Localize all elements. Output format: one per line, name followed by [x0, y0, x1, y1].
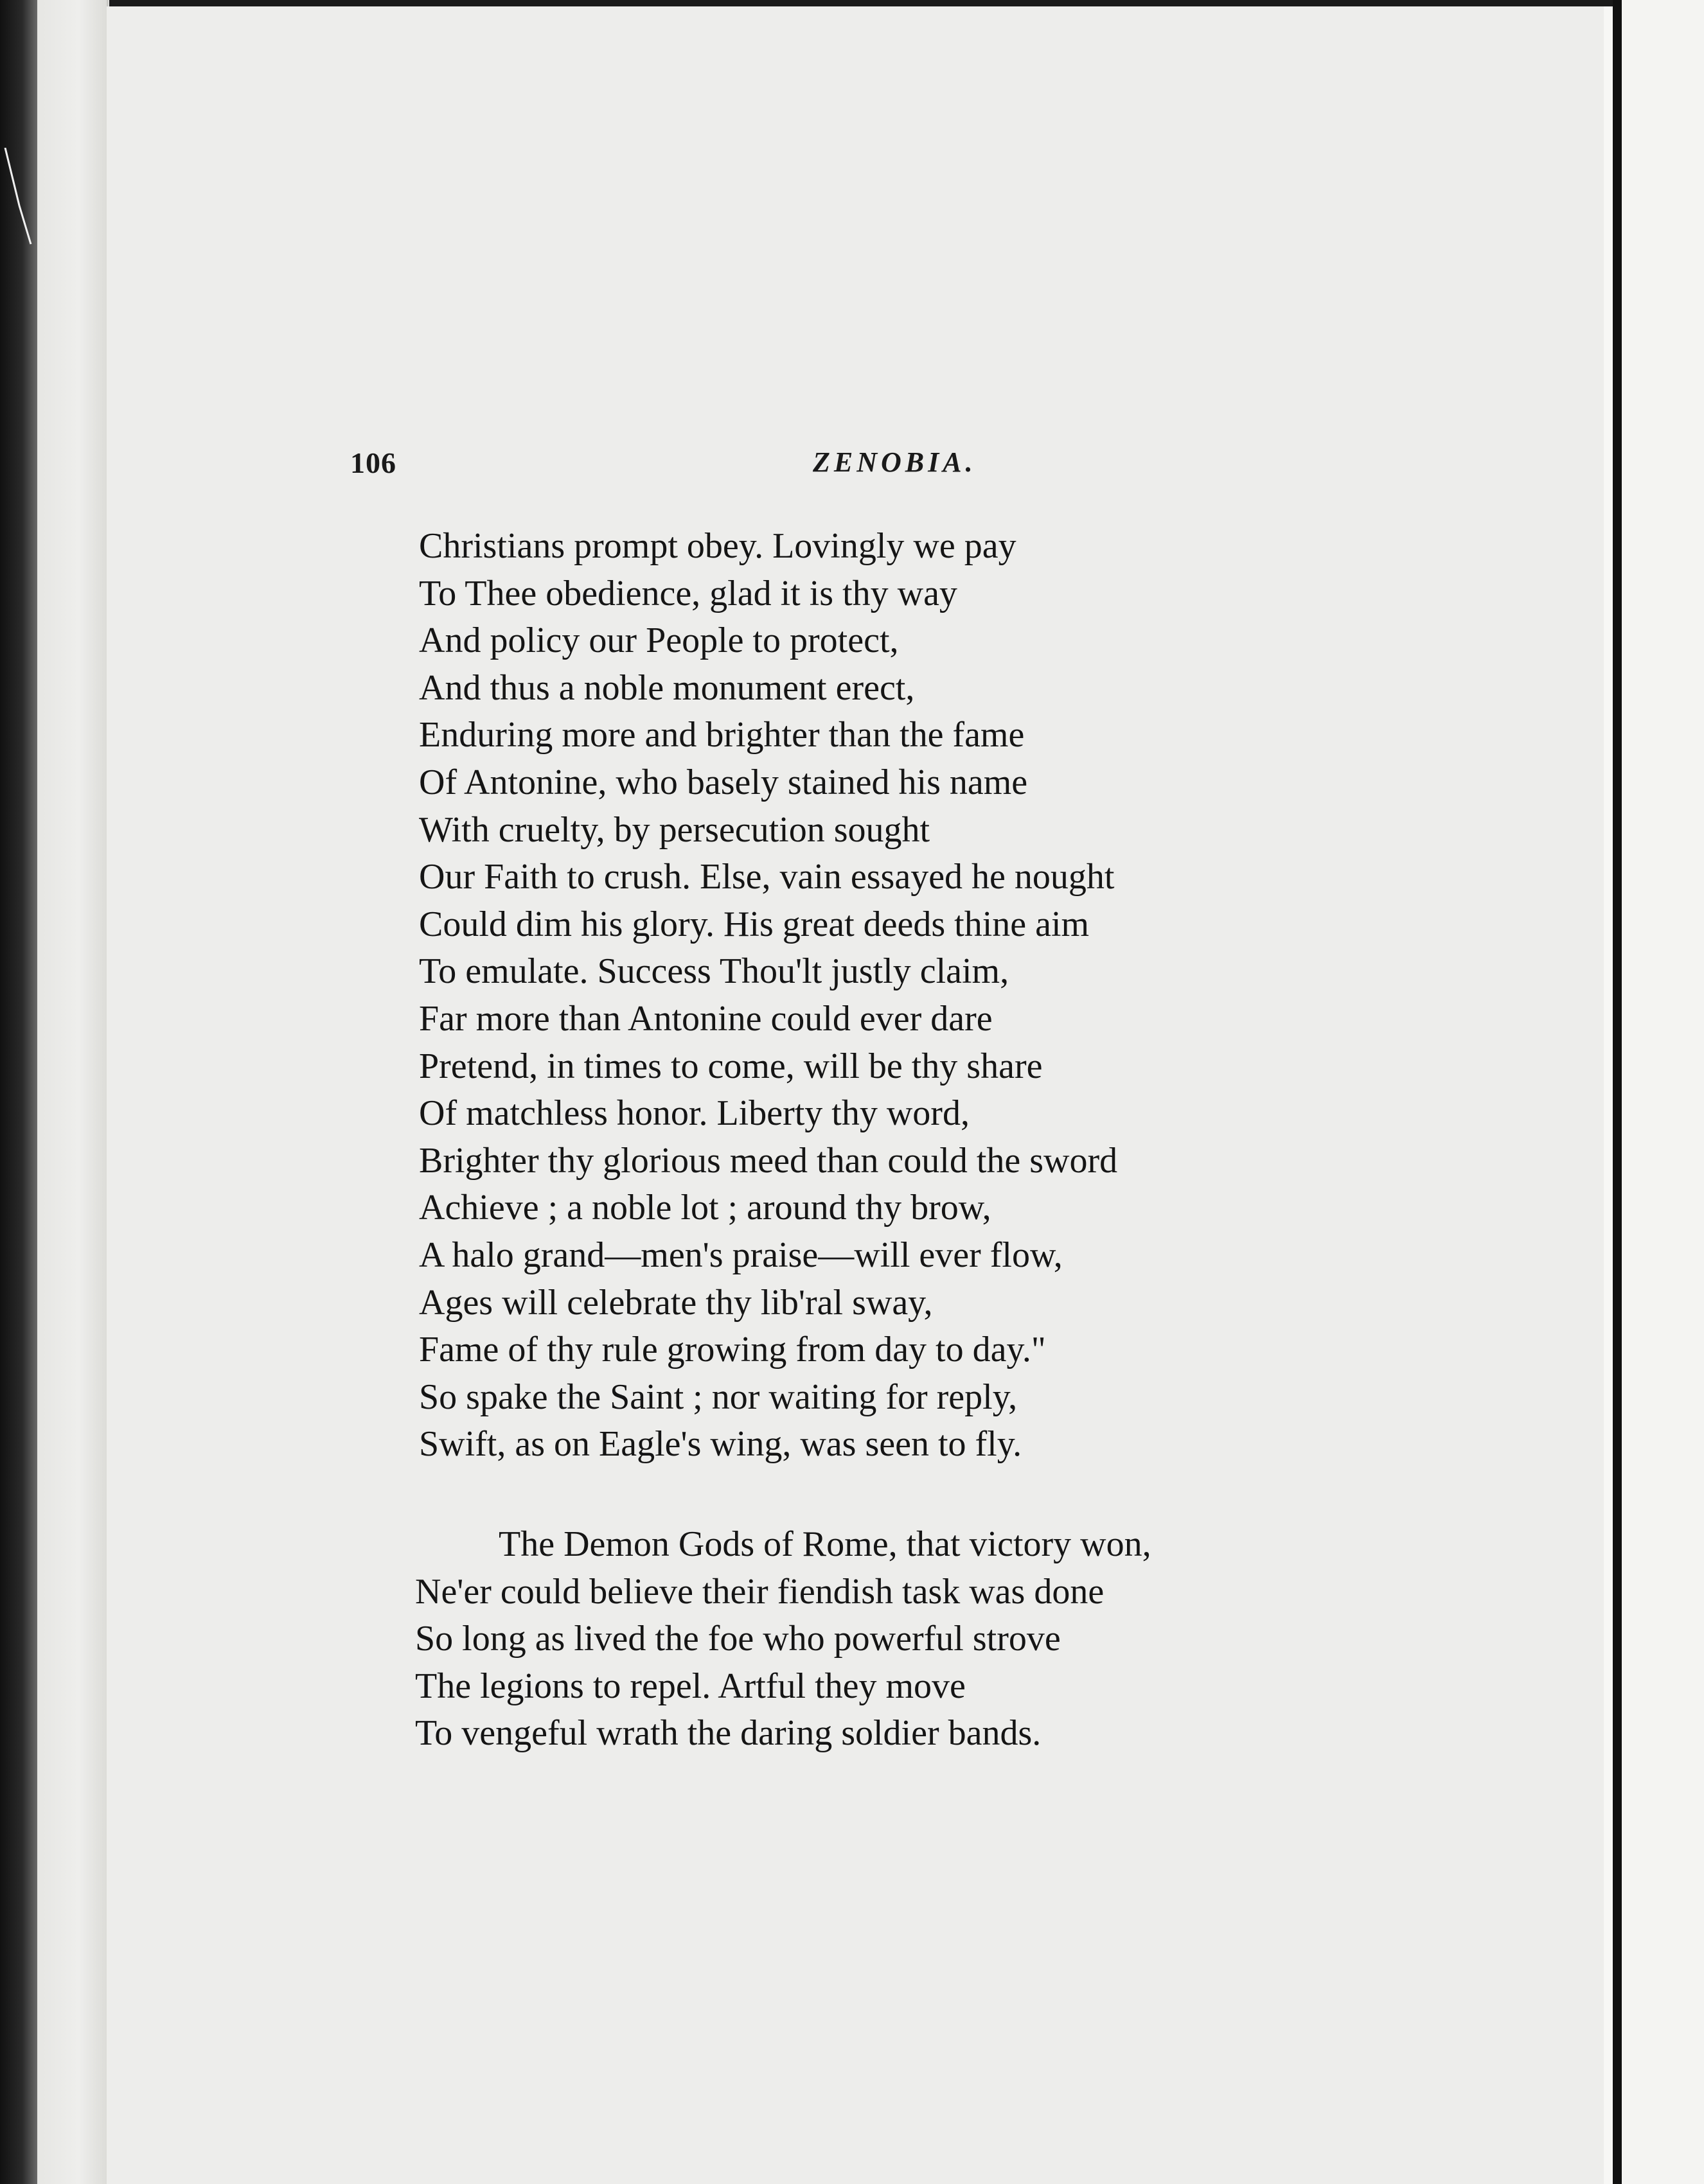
verse-line: Of Antonine, who basely stained his name: [419, 762, 1028, 802]
binding-crease-mark: [0, 148, 39, 251]
verse-line: Enduring more and brighter than the fame: [419, 715, 1025, 755]
verse-line: Brighter thy glorious meed than could the sword: [419, 1140, 1118, 1181]
verse-line: Achieve ; a noble lot ; around thy brow,: [419, 1188, 991, 1228]
verse-line: Could dim his glory. His great deeds thine aim: [419, 904, 1090, 944]
verse-line: Ages will celebrate thy lib'ral sway,: [419, 1282, 933, 1323]
top-edge-rule: [109, 0, 1703, 6]
facing-page: [1622, 0, 1704, 2184]
verse-line: Pretend, in times to come, will be thy share: [419, 1046, 1043, 1086]
binding-shadow: [0, 0, 37, 2184]
verse-line: So spake the Saint ; nor waiting for reply,: [419, 1377, 1018, 1417]
verse-line: And thus a noble monument erect,: [419, 667, 915, 708]
verse-line: So long as lived the foe who powerful strove: [415, 1619, 1061, 1659]
verse-line: The legions to repel. Artful they move: [415, 1666, 966, 1706]
verse-line: Ne'er could believe their fiendish task was done: [415, 1571, 1105, 1612]
verse-line: Far more than Antonine could ever dare: [419, 998, 993, 1039]
stanza-1: [419, 523, 1117, 1468]
verse-line: Of matchless honor. Liberty thy word,: [419, 1093, 970, 1134]
verse-line: Christians prompt obey. Lovingly we pay: [419, 526, 1016, 566]
verse-line: Fame of thy rule growing from day to day.": [419, 1330, 1046, 1370]
verse-line: With cruelty, by persecution sought: [419, 809, 930, 850]
page-header: [350, 446, 1314, 504]
verse-line: And policy our People to protect,: [419, 621, 899, 661]
page-number: 106: [350, 446, 396, 479]
facing-page-edge: [1613, 0, 1622, 2184]
verse-line: Swift, as on Eagle's wing, was seen to fly.: [419, 1424, 1022, 1465]
verse-line: To vengeful wrath the daring soldier bands.: [415, 1713, 1042, 1754]
verse-line: To Thee obedience, glad it is thy way: [419, 573, 957, 613]
running-title: ZENOBIA.: [813, 446, 977, 478]
stanza-2: [415, 1521, 1151, 1757]
verse-line: A halo grand—men's praise—will ever flow,: [419, 1235, 1063, 1275]
verse-line: The Demon Gods of Rome, that victory won,: [499, 1524, 1151, 1564]
verse-line: To emulate. Success Thou'lt justly claim,: [419, 951, 1009, 992]
verse-line: Our Faith to crush. Else, vain essayed he nought: [419, 857, 1115, 897]
binding-edge: [37, 0, 109, 2184]
